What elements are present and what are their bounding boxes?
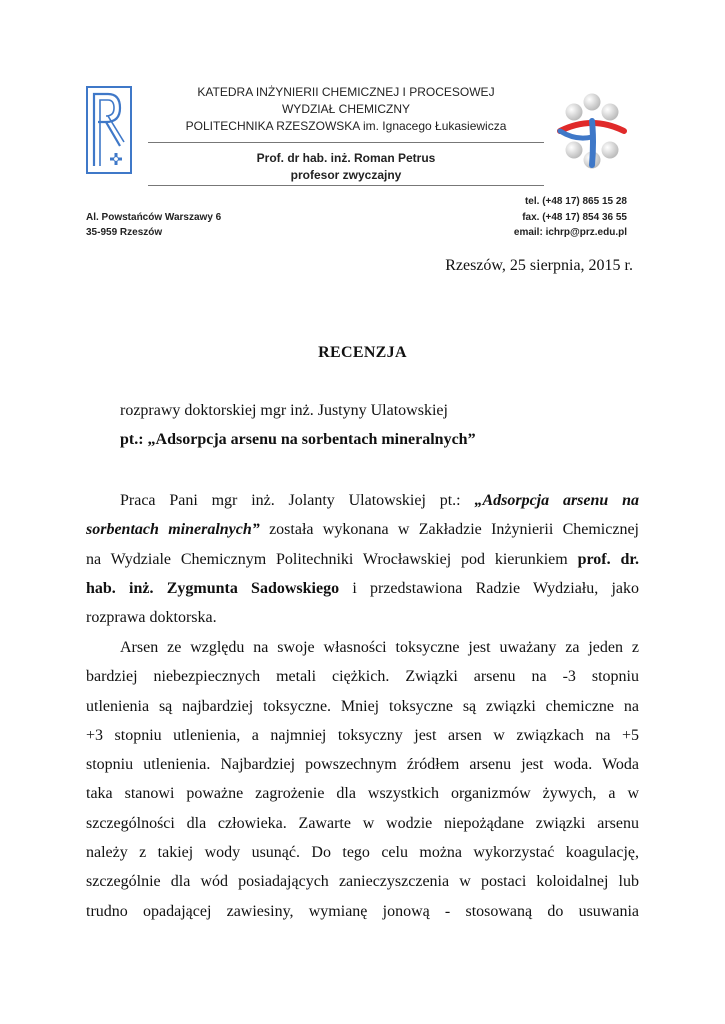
professor-title: profesor zwyczajny: [290, 168, 402, 182]
letter-date: Rzeszów, 25 sierpnia, 2015 r.: [445, 257, 633, 274]
department-logo: [554, 93, 630, 169]
text-line: Praca Pani mgr inż. Jolanty Ulatowskiej pt.: „Adsorpcja arsenu na: [120, 492, 640, 509]
faculty-name: WYDZIAŁ CHEMICZNY: [281, 102, 410, 116]
text-line: rozprawa doktorska.: [86, 609, 217, 627]
thesis-title: pt.: „Adsorpcja arsenu na sorbentach mineralnych”: [120, 431, 476, 448]
text-line: +3 stopniu utlenienia, a najmniej toksyczny jest arsen w związkach na +5: [86, 726, 639, 744]
university-name: POLITECHNIKA RZESZOWSKA im. Ignacego Łukasiewicza: [185, 119, 507, 133]
body-paragraph: [86, 486, 639, 632]
body-paragraph: [86, 633, 639, 926]
text-line: bardziej niebezpiecznych metali ciężkich. Związki arsenu na -3 stopniu: [86, 668, 639, 686]
address-city: 35-959 Rzeszów: [86, 227, 163, 238]
text-line: utlenienia są najbardziej toksyczne. Mniej toksyczne są związki chemiczne na: [86, 697, 639, 715]
text-line: należy z takiej wody usunąć. Do tego celu można wykorzystać koagulację,: [86, 844, 639, 862]
header-divider: [148, 142, 544, 143]
address-street: Al. Powstańców Warszawy 6: [86, 212, 222, 223]
department-name: KATEDRA INŻYNIERII CHEMICZNEJ I PROCESOWEJ: [197, 85, 495, 99]
text-line: szczególnie dla wód posiadających zanieczyszczenia w postaci koloidalnej lub: [86, 873, 639, 891]
text-line: Arsen ze względu na swoje własności toksyczne jest uważany za jeden z: [120, 639, 639, 656]
document-title: RECENZJA: [318, 344, 407, 361]
text-line: taka stanowi poważne zagrożenie dla wszystkich organizmów żywych, a w: [86, 785, 639, 803]
subject-line: rozprawy doktorskiej mgr inż. Justyny Ulatowskiej: [120, 402, 448, 419]
header-divider: [148, 185, 544, 186]
text-line: sorbentach mineralnych” została wykonana w Zakładzie Inżynierii Chemicznej: [86, 521, 639, 539]
text-line: hab. inż. Zygmunta Sadowskiego i przedstawiona Radzie Wydziału, jako: [86, 579, 640, 597]
text-line: stopniu utlenienia. Najbardziej powszechnym źródłem arsenu jest woda. Woda: [86, 756, 639, 774]
contact-fax: fax. (+48 17) 854 36 55: [522, 212, 627, 223]
text-line: trudno opadającej zawiesiny, wymianę jonową - stosowaną do usuwania: [86, 902, 639, 920]
text-line: na Wydziale Chemicznym Politechniki Wrocławskiej pod kierunkiem prof. dr.: [86, 550, 640, 568]
professor-name: Prof. dr hab. inż. Roman Petrus: [256, 151, 436, 165]
text-line: szczególności dla człowieka. Zawarte w wodzie niepożądane związki arsenu: [86, 814, 639, 832]
contact-tel: tel. (+48 17) 865 15 28: [524, 196, 627, 207]
contact-email[interactable]: email: ichrp@prz.edu.pl: [513, 227, 627, 238]
university-logo: [86, 86, 132, 174]
